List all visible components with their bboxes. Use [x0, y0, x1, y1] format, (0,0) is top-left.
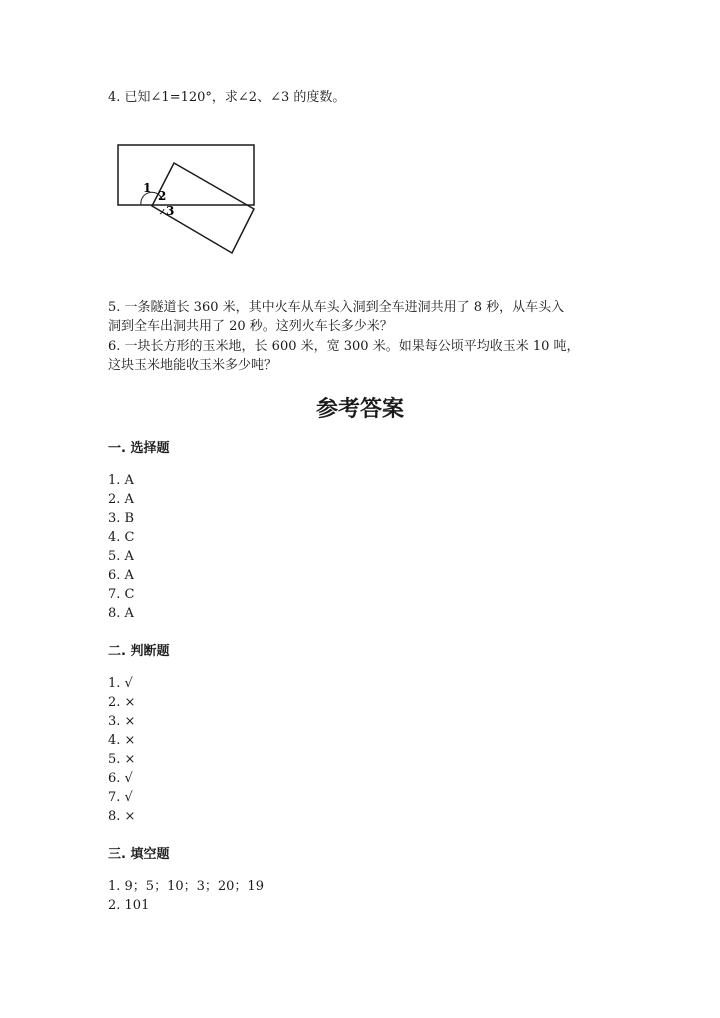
answer-item: 5. × — [108, 752, 136, 767]
answer-item: 3. × — [108, 714, 136, 729]
answer-item: 4. C — [108, 530, 135, 545]
answer-item: 7. C — [108, 587, 135, 602]
section-2-heading: 二. 判断题 — [108, 644, 170, 659]
section-2-answers — [108, 674, 135, 826]
answer-item: 8. A — [108, 606, 134, 621]
answer-item: 1. √ — [108, 676, 133, 691]
answers-title: 参考答案 — [315, 397, 404, 422]
question-6-line2: 这块玉米地能收玉米多少吨？ — [108, 358, 278, 373]
angle-label-2: 2 — [158, 189, 167, 203]
section-1-heading: 一. 选择题 — [108, 441, 170, 456]
answer-item: 3. B — [108, 511, 135, 526]
horizontal-rectangle — [118, 145, 254, 205]
answer-item: 1. 9；5；10；3；20；19 — [108, 879, 264, 894]
answer-item: 4. × — [108, 733, 136, 748]
angle-figure — [0, 0, 720, 300]
section-3-answers — [108, 877, 264, 915]
answer-item: 1. A — [108, 473, 134, 488]
answer-item: 7. √ — [108, 790, 133, 805]
section-3-heading: 三. 填空题 — [108, 847, 170, 862]
answer-item: 5. A — [108, 549, 134, 564]
answer-item: 2. A — [108, 492, 134, 507]
angle-label-1: 1 — [143, 181, 152, 195]
answer-item: 6. A — [108, 568, 134, 583]
question-4: 4. 已知∠1=120°，求∠2、∠3 的度数。 — [108, 90, 346, 105]
question-6-line1: 6. 一块长方形的玉米地，长 600 米，宽 300 米。如果每公顷平均收玉米 10 吨， — [108, 339, 580, 354]
section-1-answers — [108, 471, 134, 623]
answer-item: 2. 101 — [108, 898, 150, 913]
answer-item: 6. √ — [108, 771, 133, 786]
angle-label-3: 3 — [166, 204, 175, 218]
answer-item: 8. × — [108, 809, 136, 824]
question-5-line1: 5. 一条隧道长 360 米，其中火车从车头入洞到全车进洞共用了 8 秒，从车头入 — [108, 300, 565, 315]
answer-item: 2. × — [108, 695, 136, 710]
question-5-line2: 洞到全车出洞共用了 20 秒。这列火车长多少米？ — [108, 319, 393, 334]
